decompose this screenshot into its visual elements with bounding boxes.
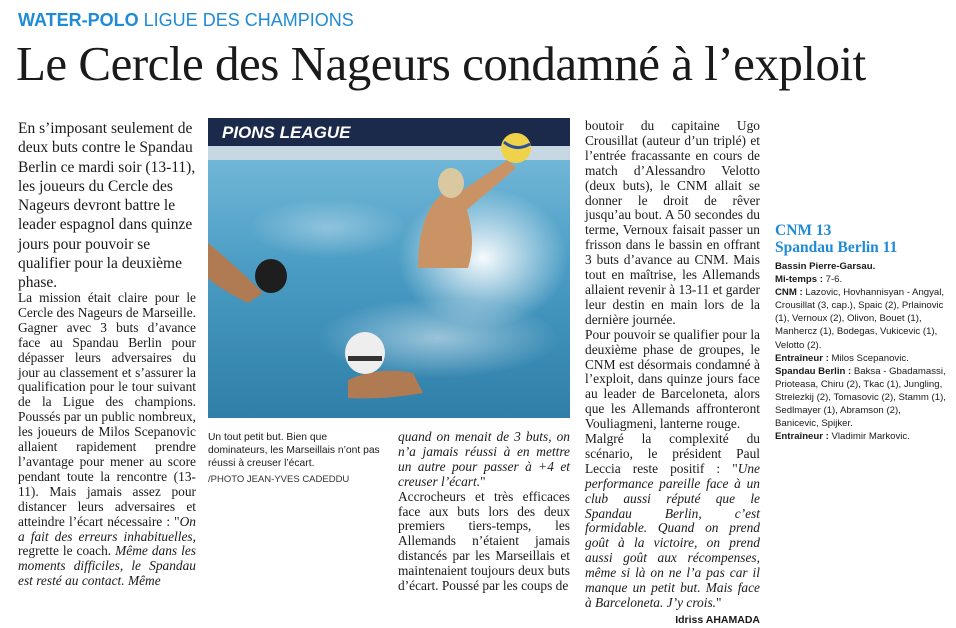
banner-text: PIONS LEAGUE — [222, 123, 351, 142]
halftime-label: Mi-temps : — [775, 274, 823, 286]
body3-p3-intro: Malgré la complexité du scénario, le président Paul Leccia reste positif : " — [585, 431, 760, 476]
spandau-label: Spandau Berlin : — [775, 365, 852, 377]
body3-paragraph-1: boutoir du capitaine Ugo Crousillat (auteur d’un triplé) et l’entrée fracassante en cours de match d’Alessandro Velotto (deux buts), le CNM allait se donner le droit de rêver jusqu’au bout. A 50 secondes du terme, Vernoux faisait passer un frisson dans le bassin en offrant 3 buts d’avance au CNM. Mais tout en maîtrise, les Allemands allaient revenir à 13-11 et garder leur destin en main lors de la dernière journée. — [585, 118, 760, 327]
match-photo — [208, 118, 570, 418]
spandau-coach: Vladimir Markovic. — [828, 431, 910, 443]
venue: Bassin Pierre-Garsau. — [775, 261, 876, 272]
coach-quote-3: quand on menait de 3 buts, on n’a jamais réussi à en mettre un autre pour passer à +4 et creuser l’écart. — [398, 429, 570, 489]
score-home: CNM 13 — [775, 222, 832, 239]
section-kicker — [18, 10, 354, 31]
cnm-lineup — [775, 286, 947, 351]
halftime-line — [775, 273, 947, 286]
body3-paragraph-2: Pour pouvoir se qualifier pour la deuxième phase de groupes, le CNM est désormais condamné à l’exploit, dans quinze jours face au leader de Barceloneta, alors que les Allemands affronteront Vouliagmeni, lanterne rouge. — [585, 326, 760, 432]
body1-mid: regrette le coach. — [18, 543, 116, 559]
body1-text: La mission était claire pour le Cercle des Nageurs de Marseille. Gagner avec 3 buts d’avance face au Spandau Berlin pour dépasser leurs adversaires du jour au classement et s’assurer la qualification pour le tour suivant de la Ligue des champions. Poussés par un public nombreux, les joueurs de Milos Scepanovic allaient rapidement prendre l’avantage pour mener au score pendant toute la rencontre (13-11). Mais jamais assez pour distancer leurs adversaires et atteindre l’écart nécessaire : " — [18, 290, 196, 529]
kicker-subcategory: LIGUE DES CHAMPIONS — [143, 10, 354, 30]
match-sheet-box — [775, 222, 947, 443]
cnm-label: CNM : — [775, 287, 803, 299]
quote-close: " — [480, 473, 486, 489]
coach-quote-1: On a fait des erreurs inhabituelles, — [18, 513, 196, 544]
article-lead: En s’imposant seulement de deux buts contre le Spandau Berlin ce mardi soir (13-11), les joueurs du Cercle des Nageurs devront battre le leader espagnol dans quinze jours pour pouvoir se qualifier pour la deuxième phase. — [18, 120, 196, 292]
photo-caption — [208, 431, 388, 486]
spandau-players: Baksa - Gbadamassi, Prioteasa, Chiru (2), Tkac (1), Jungling, Strelezkij (2), Tomasovic (2), Stamm (1), Sedlmayer (1), Abramson (2), Banicevic, Spijker. — [775, 365, 946, 430]
president-quote: Une performance pareille face à un club aussi réputé que le Spandau Berlin, c’est formidable. Quand on prend goût à la victoire, on prend aussi goût aux récompenses, même si là on ne l’a pas car il manque un petit but. Mais face à Barceloneta. J’y crois. — [585, 460, 760, 610]
spandau-coach-line — [775, 430, 947, 443]
photo-credit: /PHOTO JEAN-YVES CADEDDU — [208, 473, 350, 485]
cnm-players: Lazovic, Hovhannisyan - Angyal, Crousillat (3, cap.), Spaic (2), Prlainovic (1), Vernoux (2), Olivon, Bouet (1), Manhercz (1), Bodegas, Vukicevic (1), Velotto (2). — [775, 287, 945, 351]
halftime-value: 7-6. — [822, 274, 843, 286]
match-sheet-details — [775, 260, 947, 443]
article-body-column-3 — [585, 119, 760, 628]
spandau-coach-label: Entraîneur : — [775, 431, 829, 443]
cnm-coach-label: Entraîneur : — [775, 352, 829, 364]
article-author: Idriss AHAMADA — [675, 613, 760, 626]
body3-p3-end: " — [716, 595, 722, 610]
article-headline: Le Cercle des Nageurs condamné à l’exploit — [16, 36, 866, 91]
cnm-coach-line — [775, 352, 947, 365]
score-away: Spandau Berlin 11 — [775, 239, 898, 256]
kicker-category: WATER-POLO — [18, 10, 139, 30]
article-body-column-2 — [398, 430, 570, 594]
article-body-column-1 — [18, 291, 196, 589]
coach-quote-2: Même dans les moments difficiles, le Spandau est resté au contact. Même — [18, 543, 196, 589]
caption-text: Un tout petit but. Bien que dominateurs, les Marseillais n’ont pas réussi à creuser l’écart. — [208, 432, 380, 470]
body2-text: Accrocheurs et très efficaces face aux buts lors des deux premiers tiers-temps, les Allemands n’étaient jamais distancés par les Marseillais et maintenaient toujours deux buts d’écart. Poussé par les coups de — [398, 488, 570, 594]
body3-paragraph-3 — [585, 432, 760, 611]
spandau-lineup — [775, 365, 947, 430]
cnm-coach: Milos Scepanovic. — [828, 352, 909, 364]
